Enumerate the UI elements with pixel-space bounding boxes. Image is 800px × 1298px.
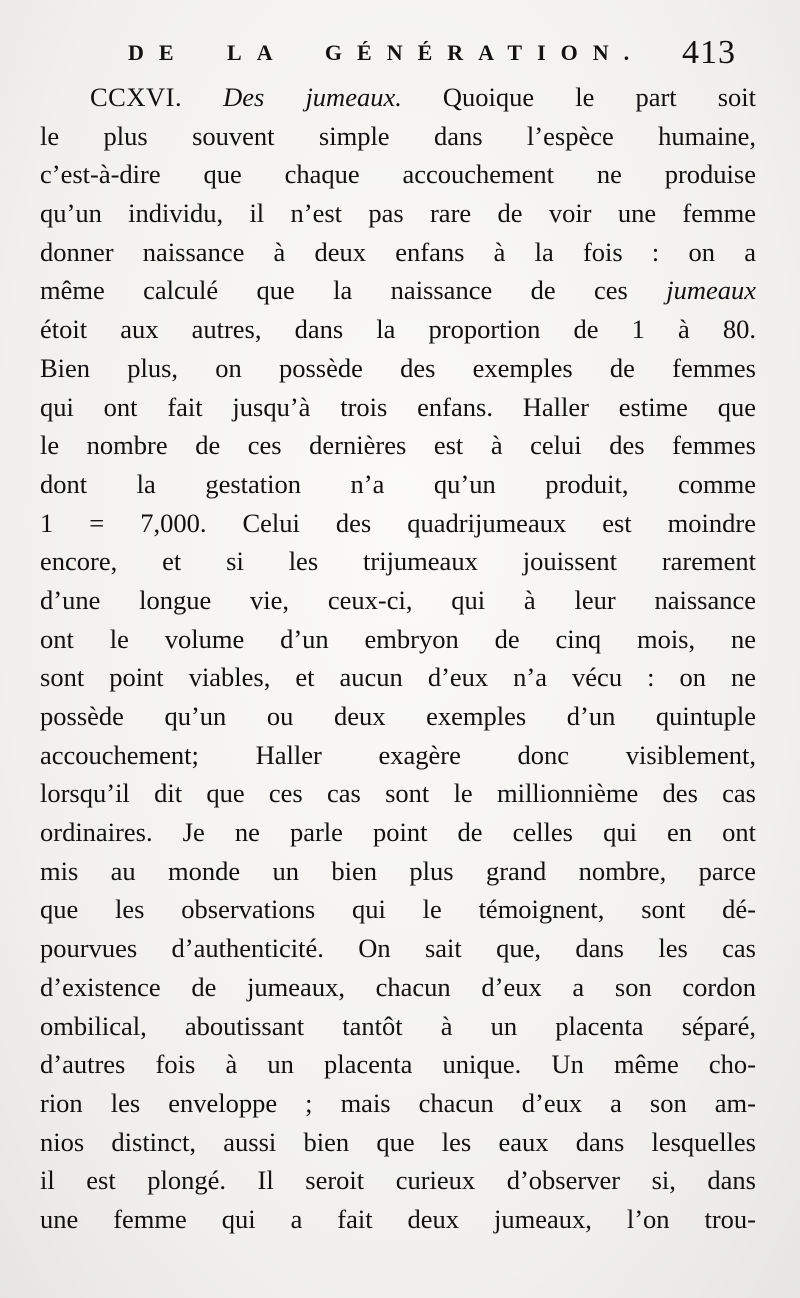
- text-line: encore, et si les trijumeaux jouissent rarement: [40, 546, 756, 577]
- text-line: une femme qui a fait deux jumeaux, l’on trou-: [40, 1203, 756, 1234]
- text-line: que les observations qui le témoignent, sont dé-: [40, 894, 756, 925]
- text-line: ombilical, aboutissant tantôt à un placenta séparé,: [40, 1010, 756, 1041]
- text-line: qu’un individu, il n’est pas rare de voir une femme: [40, 198, 756, 229]
- text-line-content: Quoique le part soit: [401, 82, 756, 112]
- text-line: dont la gestation n’a qu’un produit, comme: [40, 468, 756, 499]
- text-line: le plus souvent simple dans l’espèce humaine,: [40, 120, 756, 151]
- text-line: d’existence de jumeaux, chacun d’eux a son cordon: [40, 971, 756, 1002]
- text-line: étoit aux autres, dans la proportion de 1 à 80.: [40, 314, 756, 345]
- text-line: ordinaires. Je ne parle point de celles qui en ont: [40, 817, 756, 848]
- text-line: 1 = 7,000. Celui des quadrijumeaux est moindre: [40, 507, 756, 538]
- text-line: lorsqu’il dit que ces cas sont le millionnième des cas: [40, 778, 756, 809]
- running-title: DE LA GÉNÉRATION.: [128, 40, 645, 65]
- text-line: d’une longue vie, ceux-ci, qui à leur naissance: [40, 584, 756, 615]
- section-number: CCXVI.: [90, 82, 183, 112]
- text-line: le nombre de ces dernières est à celui des femmes: [40, 430, 756, 461]
- text-line-content: même calculé que la naissance de ces jumeaux: [40, 275, 756, 306]
- text-line: possède qu’un ou deux exemples d’un quintuple: [40, 701, 756, 731]
- text-line: pourvues d’authenticité. On sait que, dans les cas: [40, 933, 756, 964]
- text-line: mis au monde un bien plus grand nombre, parce: [40, 855, 756, 886]
- text-line: accouchement; Haller exagère donc visiblement,: [40, 739, 756, 770]
- text-line: nios distinct, aussi bien que les eaux dans lesquelles: [40, 1126, 756, 1157]
- text-line: Bien plus, on possède des exemples de femmes: [40, 352, 756, 383]
- text-line: qui ont fait jusqu’à trois enfans. Haller estime que: [40, 391, 756, 422]
- text-line: sont point viables, et aucun d’eux n’a vécu : on ne: [40, 662, 756, 693]
- text-line: ont le volume d’un embryon de cinq mois, ne: [40, 623, 756, 654]
- text-line: [40, 78, 756, 117]
- text-line: c’est-à-dire que chaque accouchement ne produise: [40, 159, 756, 190]
- page-number: 413: [682, 34, 736, 71]
- text-line: rion les enveloppe ; mais chacun d’eux a son am-: [40, 1087, 756, 1118]
- running-head: [38, 34, 736, 84]
- text-line: d’autres fois à un placenta unique. Un même cho-: [40, 1049, 756, 1080]
- section-title: Des jumeaux.: [223, 82, 402, 112]
- text-line: [40, 271, 756, 310]
- body-text: [40, 78, 756, 1239]
- text-line: donner naissance à deux enfans à la fois : on a: [40, 236, 756, 267]
- text-line: il est plongé. Il seroit curieux d’observer si, dans: [40, 1165, 756, 1196]
